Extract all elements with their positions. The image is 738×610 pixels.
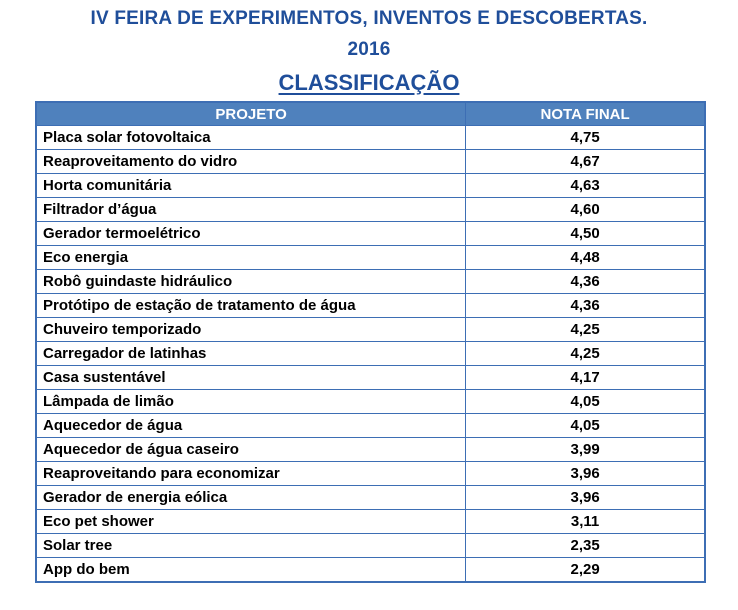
ranking-table [35, 101, 706, 583]
project-name-cell: Filtrador d’água [36, 198, 466, 222]
table-header-row [36, 102, 705, 126]
final-score-cell: 4,25 [466, 342, 705, 366]
project-name-cell: Robô guindaste hidráulico [36, 270, 466, 294]
final-score-cell: 4,36 [466, 270, 705, 294]
project-name-cell: Protótipo de estação de tratamento de água [36, 294, 466, 318]
table-row [36, 126, 705, 150]
page-title-year: 2016 [347, 39, 391, 60]
table-row [36, 294, 705, 318]
final-score-cell: 3,96 [466, 486, 705, 510]
table-row [36, 390, 705, 414]
final-score-cell: 4,48 [466, 246, 705, 270]
project-name-cell: Carregador de latinhas [36, 342, 466, 366]
table-row [36, 198, 705, 222]
section-heading: CLASSIFICAÇÃO [278, 70, 460, 95]
final-score-cell: 4,50 [466, 222, 705, 246]
project-name-cell: Reaproveitamento do vidro [36, 150, 466, 174]
project-name-cell: Eco pet shower [36, 510, 466, 534]
project-name-cell: Gerador de energia eólica [36, 486, 466, 510]
project-name-cell: Horta comunitária [36, 174, 466, 198]
table-row [36, 366, 705, 390]
final-score-cell: 4,05 [466, 390, 705, 414]
table-row [36, 318, 705, 342]
table-row [36, 270, 705, 294]
table-row [36, 222, 705, 246]
project-name-cell: Eco energia [36, 246, 466, 270]
table-row [36, 486, 705, 510]
table-row [36, 534, 705, 558]
final-score-cell: 4,75 [466, 126, 705, 150]
page-title: IV FEIRA DE EXPERIMENTOS, INVENTOS E DESCOBERTAS. [90, 8, 648, 29]
column-header-score: NOTA FINAL [466, 102, 705, 126]
final-score-cell: 4,36 [466, 294, 705, 318]
ranking-table-body [36, 126, 705, 583]
project-name-cell: App do bem [36, 558, 466, 583]
final-score-cell: 3,96 [466, 462, 705, 486]
table-row [36, 414, 705, 438]
table-row [36, 438, 705, 462]
table-row [36, 342, 705, 366]
final-score-cell: 3,99 [466, 438, 705, 462]
table-row [36, 462, 705, 486]
project-name-cell: Solar tree [36, 534, 466, 558]
final-score-cell: 4,05 [466, 414, 705, 438]
table-row [36, 510, 705, 534]
final-score-cell: 2,35 [466, 534, 705, 558]
table-row [36, 246, 705, 270]
final-score-cell: 4,67 [466, 150, 705, 174]
column-header-project: PROJETO [36, 102, 466, 126]
project-name-cell: Aquecedor de água [36, 414, 466, 438]
project-name-cell: Placa solar fotovoltaica [36, 126, 466, 150]
table-row [36, 558, 705, 583]
final-score-cell: 4,63 [466, 174, 705, 198]
final-score-cell: 4,60 [466, 198, 705, 222]
project-name-cell: Casa sustentável [36, 366, 466, 390]
final-score-cell: 4,25 [466, 318, 705, 342]
table-row [36, 150, 705, 174]
final-score-cell: 3,11 [466, 510, 705, 534]
project-name-cell: Lâmpada de limão [36, 390, 466, 414]
table-row [36, 174, 705, 198]
project-name-cell: Chuveiro temporizado [36, 318, 466, 342]
project-name-cell: Gerador termoelétrico [36, 222, 466, 246]
final-score-cell: 4,17 [466, 366, 705, 390]
project-name-cell: Reaproveitando para economizar [36, 462, 466, 486]
final-score-cell: 2,29 [466, 558, 705, 583]
project-name-cell: Aquecedor de água caseiro [36, 438, 466, 462]
